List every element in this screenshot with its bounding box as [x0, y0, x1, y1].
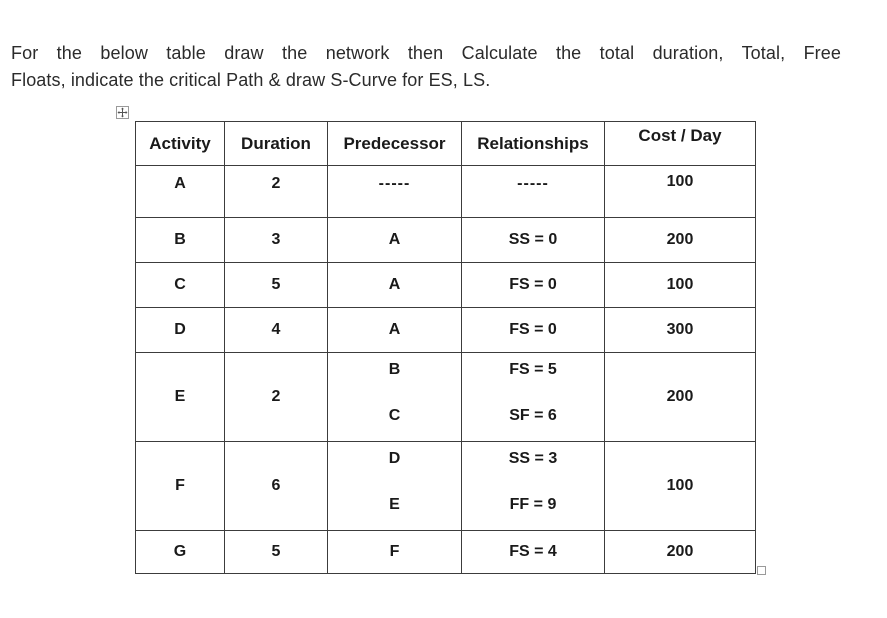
cell-cost: 200 [605, 531, 756, 574]
cell-duration: 5 [225, 263, 328, 308]
cell-relationship [462, 442, 605, 531]
predecessor-value: ----- [378, 175, 411, 192]
cell-activity: G [136, 531, 225, 574]
header-activity: Activity [136, 122, 225, 166]
cell-activity: E [136, 353, 225, 442]
cell-relationship: FS = 4 [462, 531, 605, 574]
cell-cost: 100 [605, 442, 756, 531]
predecessor-value: C [388, 407, 401, 424]
cell-duration: 2 [225, 353, 328, 442]
cell-duration: 3 [225, 218, 328, 263]
cell-predecessor: A [328, 308, 462, 353]
cell-duration: 5 [225, 531, 328, 574]
header-relationships: Relationships [462, 122, 605, 166]
cell-relationship: FS = 0 [462, 308, 605, 353]
cell-predecessor: F [328, 531, 462, 574]
cell-activity: C [136, 263, 225, 308]
activity-table [135, 121, 756, 574]
header-predecessor: Predecessor [328, 122, 462, 166]
table-row [136, 353, 756, 442]
cell-activity: B [136, 218, 225, 263]
cell-activity: A [136, 166, 225, 218]
cell-relationship: SS = 0 [462, 218, 605, 263]
cell-cost: 100 [605, 166, 756, 218]
table-header-row [136, 122, 756, 166]
table-row [136, 263, 756, 308]
predecessor-value: E [389, 496, 400, 513]
predecessor-value: B [388, 361, 401, 378]
table-row [136, 166, 756, 218]
cell-predecessor [328, 442, 462, 531]
cell-relationship [462, 166, 605, 218]
predecessor-value: D [388, 450, 401, 467]
cell-predecessor: A [328, 263, 462, 308]
table-row [136, 218, 756, 263]
table-row [136, 531, 756, 574]
cell-cost: 300 [605, 308, 756, 353]
cell-relationship: FS = 0 [462, 263, 605, 308]
header-duration: Duration [225, 122, 328, 166]
cell-activity: D [136, 308, 225, 353]
cell-predecessor [328, 353, 462, 442]
cell-predecessor [328, 166, 462, 218]
cell-activity: F [136, 442, 225, 531]
question-line-2: Floats, indicate the critical Path & draw S-Curve for ES, LS. [11, 70, 491, 90]
question-line-1: For the below table draw the network then Calculate the total duration, Total, Free [11, 43, 841, 63]
relationship-value: ----- [517, 175, 549, 192]
cell-cost: 100 [605, 263, 756, 308]
question-text [11, 40, 841, 94]
table-move-handle-icon[interactable] [116, 106, 129, 119]
cell-cost: 200 [605, 353, 756, 442]
cell-duration: 2 [225, 166, 328, 218]
relationship-value: SF = 6 [509, 407, 557, 424]
header-cost: Cost / Day [605, 122, 756, 166]
cell-duration: 6 [225, 442, 328, 531]
table-row [136, 308, 756, 353]
relationship-value: FS = 5 [509, 361, 557, 378]
cell-relationship [462, 353, 605, 442]
relationship-value: SS = 3 [508, 450, 558, 467]
cell-duration: 4 [225, 308, 328, 353]
cell-cost: 200 [605, 218, 756, 263]
relationship-value: FF = 9 [509, 496, 557, 513]
table-resize-handle-icon[interactable] [757, 566, 766, 575]
cell-predecessor: A [328, 218, 462, 263]
table-row [136, 442, 756, 531]
